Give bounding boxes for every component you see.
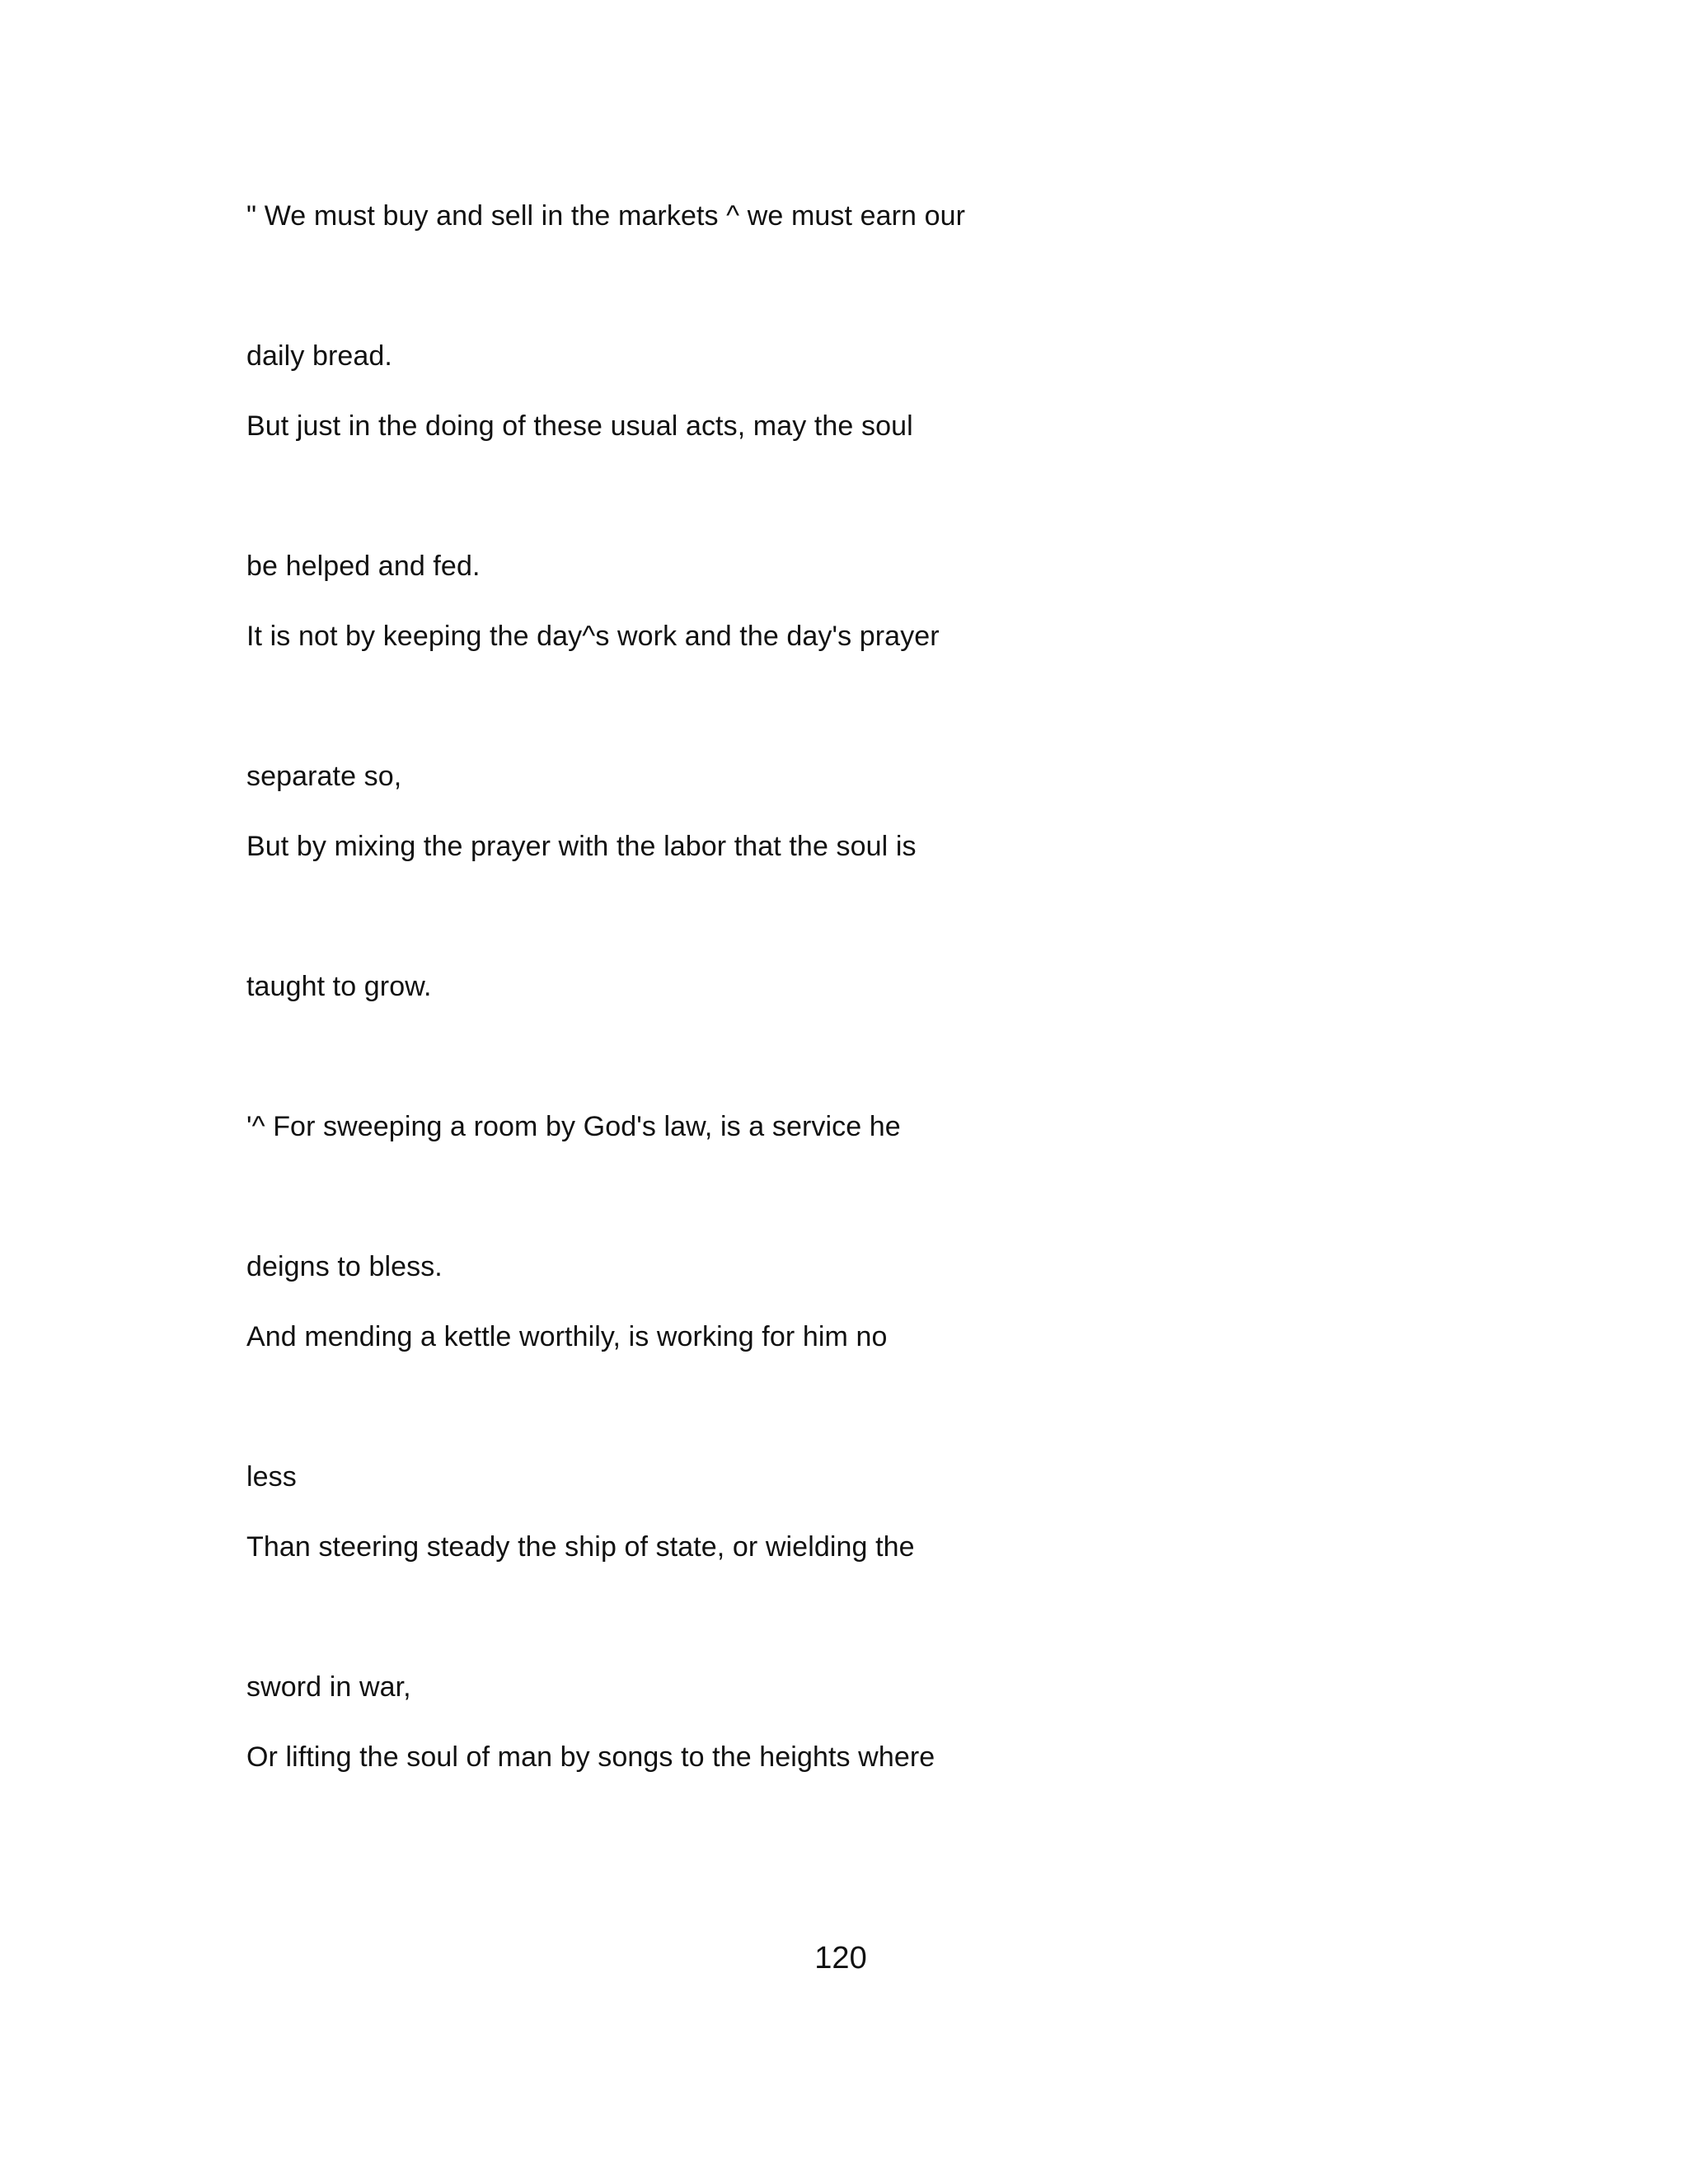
text-line: It is not by keeping the day^s work and the day's prayer bbox=[246, 621, 940, 652]
text-line: daily bread. bbox=[246, 340, 392, 372]
text-line: less bbox=[246, 1461, 297, 1493]
text-line: Than steering steady the ship of state, or wielding the bbox=[246, 1531, 915, 1563]
text-line: '^ For sweeping a room by God's law, is a service he bbox=[246, 1111, 901, 1142]
text-line: Or lifting the soul of man by songs to the heights where bbox=[246, 1741, 935, 1773]
text-line: taught to grow. bbox=[246, 971, 432, 1002]
text-line: And mending a kettle worthily, is working for him no bbox=[246, 1321, 888, 1352]
text-line: deigns to bless. bbox=[246, 1251, 443, 1282]
text-line: " We must buy and sell in the markets ^ we must earn our bbox=[246, 200, 966, 232]
text-line: sword in war, bbox=[246, 1671, 411, 1703]
text-line: But by mixing the prayer with the labor that the soul is bbox=[246, 831, 917, 862]
text-line: separate so, bbox=[246, 761, 402, 792]
text-line: But just in the doing of these usual acts, may the soul bbox=[246, 410, 913, 442]
page-number: 120 bbox=[814, 1941, 867, 1975]
text-line: be helped and fed. bbox=[246, 551, 481, 582]
